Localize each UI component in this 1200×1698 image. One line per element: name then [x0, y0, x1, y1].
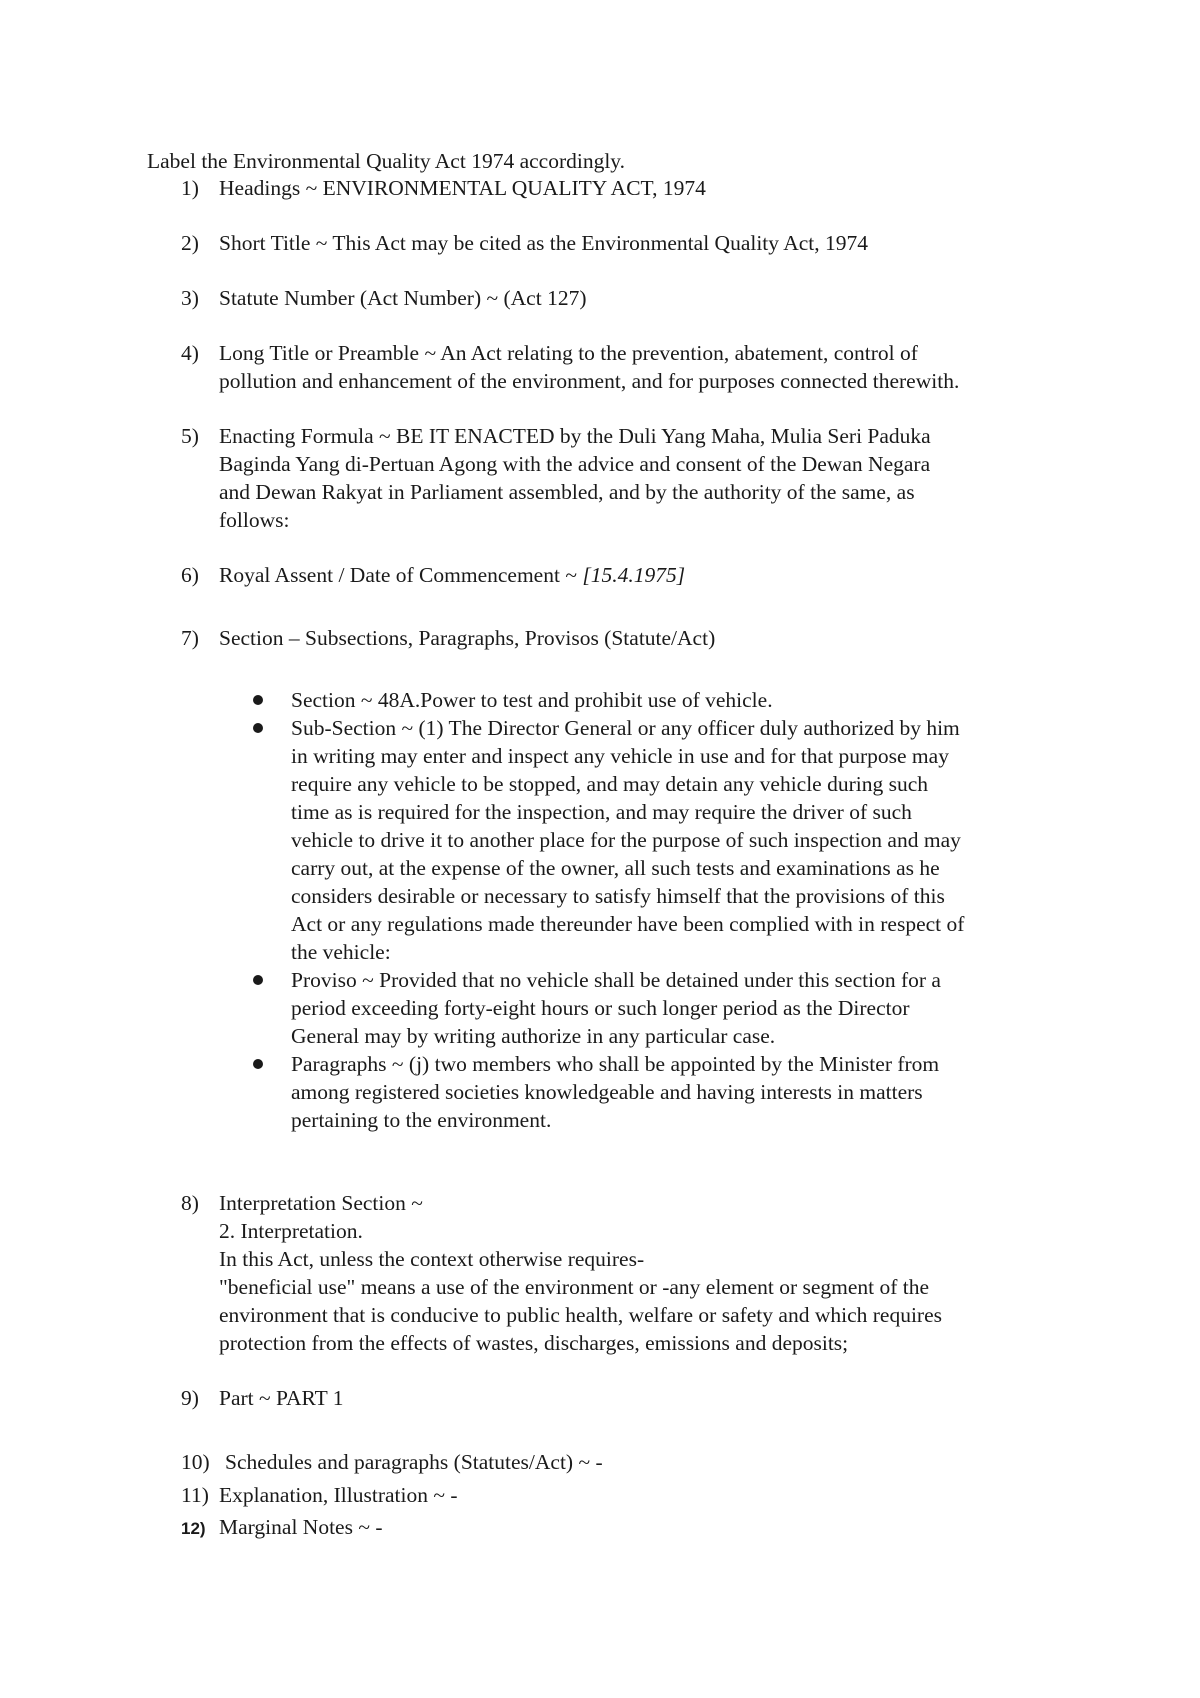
item-label: Short Title — [219, 231, 311, 255]
document-page: Label the Environmental Quality Act 1974 accordingly. 1) Headings ~ ENVIRONMENTAL QUALITY ACT, 1974 2) Short Title ~ This Act may be cited as the Environmental Quality Act, 1974 3) Statute Number (Act Number) ~ (Act 127) 4) Long Title or Preamble ~ An Act relating to the prevention, abatement, control of pollution and enhancement of the environment, and for purposes connected therewith. 5) Enacting Formula ~ BE IT ENACTED by the Duli Yang Maha, Mulia Seri Paduka Baginda Yang di-Pertuan Agong with the advice and consent of the Dewan Negara and Dewan Rakyat in Parliament assembled, and by the authority of the same, as follows: 6) Royal Assent / Date of Commencement ~ [15.4.1975] 7) Section – Subsections, Paragraphs, Provisos (Statute/Act) Section ~ 48A.Power to test and prohibit use of vehicle. Sub-Section ~ (1) The Director General or any officer duly authorized by him in writing may enter and inspect any vehicle in use and for that purpose may require any vehicle to be stopped, and may detain any vehicle during such time as is required for the inspection, and may require the driver of such vehicle to drive it to another place for the purpose of such inspection and may carry out, at the expense of the owner, all such tests and examinations as he considers desirable or necessary to satisfy himself that the provisions of this Act or any regulations made thereunder have been complied with in respect of the vehicle: Proviso ~ Provided that no vehicle shall be detained under this section for a period exceeding forty-eight hours or such longer period as the Director General may by writing authorize in any particular case. Paragraphs ~ (j) two members who shall be appointed by the Minister from among registered societies knowledgeable and having interests in matters pertaining to the environment. 8) Interpretation Section ~ 2. Interpretation. In this Act, unless the context otherwise requires- "beneficial use" means a use of the environment or -any element or segment of the environment that is conducive to public health, welfare or safety and which requires protection from the effects of wastes, discharges, emissions and deposits; 9) Part ~ PART 1 10) Schedules and paragraphs (Statutes/Act) ~ - 11) Explanation, Illustration ~ - 12) Marginal Notes ~ - — [0, 0, 1200, 1698]
bullet-label: Paragraphs — [291, 1052, 387, 1076]
item-number: 6) — [181, 563, 199, 587]
item-label: Headings — [219, 176, 301, 200]
bullet-icon — [253, 723, 263, 733]
item-label: Long Title or Preamble — [219, 341, 420, 365]
item-value-line: 2. Interpretation. — [219, 1219, 363, 1243]
bullet-text-line: require any vehicle to be stopped, and may detain any vehicle during such — [291, 772, 929, 796]
item-number: 2) — [181, 231, 199, 255]
item-label: Part — [219, 1386, 254, 1410]
item-label: Marginal Notes — [219, 1515, 353, 1539]
item-number: 7) — [181, 626, 199, 650]
item-value: (Act 127) — [503, 286, 587, 310]
bullet-text-line: General may by writing authorize in any particular case. — [291, 1024, 776, 1048]
item-value: - — [450, 1483, 458, 1507]
bullet-icon — [253, 975, 263, 985]
bullet-text-line: among registered societies knowledgeable and having interests in matters — [291, 1080, 923, 1104]
bullet-text-line: carry out, at the expense of the owner, all such tests and examinations as he — [291, 856, 940, 880]
bullet-text-line: (1) The Director General or any officer duly authorized by him — [418, 716, 960, 740]
bullet-label: Proviso — [291, 968, 357, 992]
bullet-label: Sub-Section — [291, 716, 397, 740]
bullet-text-line: period exceeding forty-eight hours or such longer period as the Director — [291, 996, 910, 1020]
item-value-line: BE IT ENACTED by the Duli Yang Maha, Mulia Seri Paduka — [396, 424, 931, 448]
item-number: 10) — [181, 1450, 210, 1474]
item-value: - — [375, 1515, 383, 1539]
bullet-text-line: pertaining to the environment. — [291, 1108, 552, 1132]
item-value-line: follows: — [219, 508, 290, 532]
item-label: Royal Assent / Date of Commencement — [219, 563, 560, 587]
item-value-line: and Dewan Rakyat in Parliament assembled, and by the authority of the same, as — [219, 480, 915, 504]
item-number: 1) — [181, 176, 199, 200]
item-value-line: An Act relating to the prevention, abatement, control of — [440, 341, 918, 365]
item-number: 3) — [181, 286, 199, 310]
item-label: Interpretation Section — [219, 1191, 406, 1215]
item-value-line: Baginda Yang di-Pertuan Agong with the advice and consent of the Dewan Negara — [219, 452, 931, 476]
bullet-icon — [253, 1059, 263, 1069]
bullet-label: Section — [291, 688, 356, 712]
item-number: 8) — [181, 1191, 199, 1215]
bullet-text-line: (j) two members who shall be appointed by the Minister from — [408, 1052, 940, 1076]
item-value: - — [595, 1450, 603, 1474]
item-value-line: environment that is conducive to public health, welfare or safety and which requires — [219, 1303, 942, 1327]
item-value: PART 1 — [276, 1386, 344, 1410]
item-number: 4) — [181, 341, 199, 365]
item-label: Statute Number (Act Number) — [219, 286, 482, 310]
item-value-line: pollution and enhancement of the environment, and for purposes connected therewith. — [219, 369, 960, 393]
item-value: This Act may be cited as the Environmental Quality Act, 1974 — [332, 231, 869, 255]
item-label: Schedules and paragraphs (Statutes/Act) — [225, 1450, 574, 1474]
bullet-text-line: Provided that no vehicle shall be detained under this section for a — [379, 968, 941, 992]
bullet-text-line: in writing may enter and inspect any vehicle in use and for that purpose may — [291, 744, 949, 768]
item-label: Explanation, Illustration — [219, 1483, 428, 1507]
bullet-text-line: 48A.Power to test and prohibit use of vehicle. — [377, 688, 773, 712]
item-value-line: protection from the effects of wastes, discharges, emissions and deposits; — [219, 1331, 849, 1355]
item-label: Enacting Formula — [219, 424, 374, 448]
item-number: 12) — [181, 1519, 206, 1538]
item-value: [15.4.1975] — [582, 563, 686, 587]
item-number: 5) — [181, 424, 199, 448]
bullet-text-line: Act or any regulations made thereunder have been complied with in respect of — [291, 912, 965, 936]
item-number: 9) — [181, 1386, 199, 1410]
item-value: ENVIRONMENTAL QUALITY ACT, 1974 — [322, 176, 706, 200]
bullet-text-line: considers desirable or necessary to satisfy himself that the provisions of this — [291, 884, 945, 908]
bullet-text-line: the vehicle: — [291, 940, 391, 964]
intro-instruction: Label the Environmental Quality Act 1974 accordingly. — [147, 149, 626, 173]
item-number: 11) — [181, 1483, 209, 1507]
item-label: Section – Subsections, Paragraphs, Provisos (Statute/Act) — [219, 626, 716, 650]
bullet-icon — [253, 695, 263, 705]
item-value-line: "beneficial use" means a use of the environment or -any element or segment of the — [219, 1275, 930, 1299]
bullet-text-line: time as is required for the inspection, and may require the driver of such — [291, 800, 912, 824]
bullet-text-line: vehicle to drive it to another place for the purpose of such inspection and may — [291, 828, 961, 852]
item-value-line: In this Act, unless the context otherwise requires- — [219, 1247, 645, 1271]
